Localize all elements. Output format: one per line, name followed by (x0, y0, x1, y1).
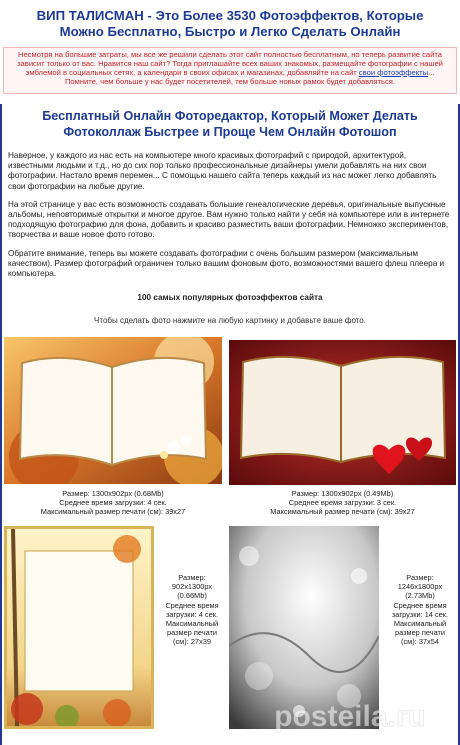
gallery-subtitle: Чтобы сделать фото нажмите на любую картинку и добавьте ваше фото. (94, 316, 366, 325)
main-content (0, 104, 460, 745)
effect-caption-4: Размер: 1246x1800px (2.73Mb) Среднее время загрузки: 14 сек. Максимальный размер печати (см): 37x54 (391, 573, 449, 647)
effect-caption-1: Размер: 1300x902px (0.68Mb) Среднее время загрузки: 4 сек. Максимальный размер печати (см): 39x27 (40, 489, 186, 517)
notice-text: Несмотря на большие затраты, мы все же решили сделать этот сайт полностью бесплатным, но теперь развитие сайта зависит только от вас. Нравится наш сайт? Тогда приглашайте всех ваших знакомых, размещайте фотографии с нашей эмблемой в социальных сетях, а календари в своих офисах и магазинах, добавляйте на сайт (17, 50, 443, 77)
popular-effects-gallery (2, 290, 458, 745)
effect-thumbnail-autumn-book[interactable] (4, 337, 222, 484)
effect-caption-2: Размер: 1300x902px (0.49Mb) Среднее время загрузки: 3 сек. Максимальный размер печати (см): 39x27 (270, 489, 415, 517)
effect-thumbnail-autumn-vertical[interactable] (4, 526, 154, 729)
effect-caption-3: Размер: 902x1300px (0.66Mb) Среднее время загрузки: 4 сек. Максимальный размер печати (см): 27x39 (165, 573, 219, 647)
watermark-text: posteila.ru (274, 700, 426, 733)
notice-link-photo-effects[interactable]: свои фотоэффекты (358, 68, 429, 77)
intro-paragraph-2: На этой странице у вас есть возможность создавать большие генеалогические деревья, оригинальные выпускные альбомы, неповторимые открытки и многое другое. Вам нужно только найти у себя на компьютере или в интернете подходящую фотографию для фона, добавить и красиво разместить ваши фотографии. Немножко экспериментов, творчества и ваше новое фото готово. (8, 199, 450, 240)
notice-tail: ... Помните, чем больше у нас будет посетителей, тем больше новых рамок будет добавляться. (64, 68, 435, 86)
autumn-book-image (4, 337, 222, 484)
intro-paragraph-3: Обратите внимание, теперь вы можете создавать фотографии с очень большим размером (максимальным качеством). Размер фотографий ограничен только вашим фоновым фото, возможностями вашего флеш плеера и компьютера. (8, 248, 445, 279)
watermark-logo (242, 698, 458, 734)
autumn-vertical-image (7, 529, 151, 726)
site-header (0, 0, 460, 48)
gallery-title: 100 самых популярных фотоэффектов сайта (137, 293, 323, 302)
donation-notice (3, 47, 457, 94)
effect-thumbnail-red-book-hearts[interactable] (229, 340, 456, 485)
main-title: Бесплатный Онлайн Фоторедактор, Который Может Делать Фотоколлаж Быстрее и Проще Чем Онлайн Фотошоп (42, 109, 418, 139)
intro-paragraph-1: Наверное, у каждого из нас есть на компьютере много красивых фотографий с природой, архитектурой, известными людьми и т.д., но до сих пор только профессиональные дизайнеры умели добавлять на них свои фотографии. Настало время перемен... С помощью нашего сайта теперь каждый из нас может легко добавлять свои фотографии на любые другие. (8, 151, 437, 191)
site-title: ВИП ТАЛИСМАН - Это Более 3530 Фотоэффектов, Которые Можно Бесплатно, Быстро и Легко Сделать Онлайн (36, 8, 424, 39)
red-book-image (229, 340, 456, 485)
